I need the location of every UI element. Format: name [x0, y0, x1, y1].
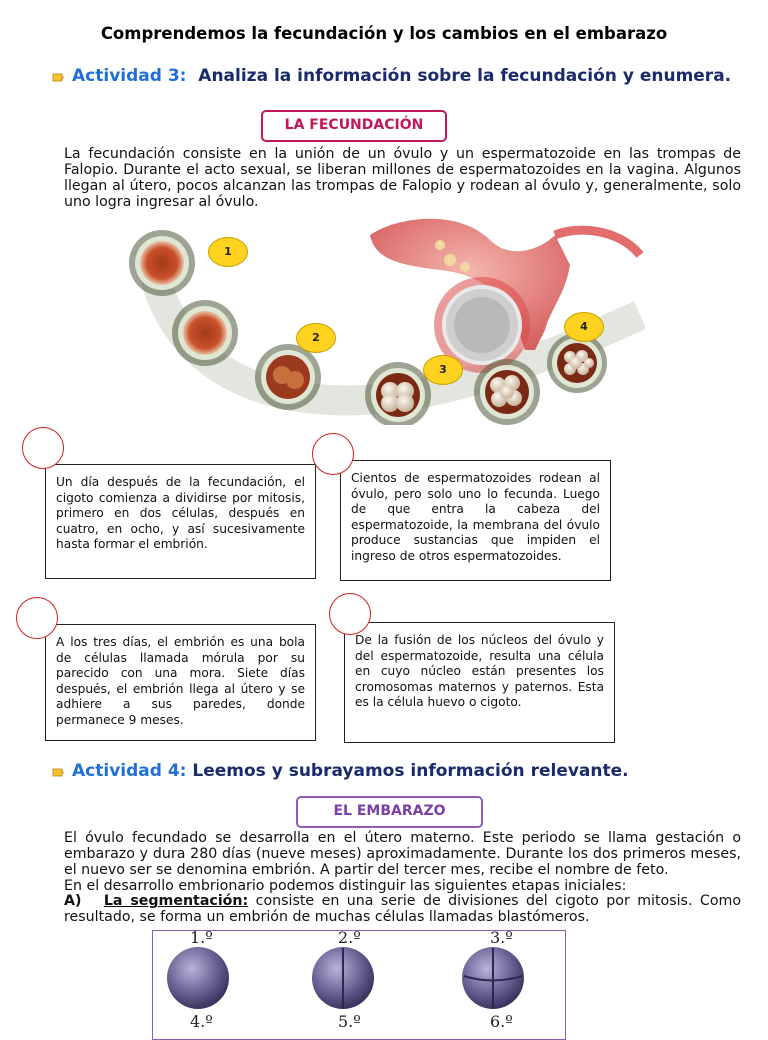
answer-circle-2[interactable] — [312, 433, 354, 475]
segment-label: 5.º — [338, 1012, 361, 1031]
segment-label: 6.º — [490, 1012, 513, 1031]
answer-circle-3[interactable] — [16, 597, 58, 639]
segmentacion-item — [64, 893, 741, 925]
sphere-four-cells — [462, 947, 524, 1009]
egg-stage-6 — [547, 333, 607, 393]
segment-label: 1.º — [190, 928, 213, 947]
page-title: Comprendemos la fecundación y los cambios en el embarazo — [100, 24, 668, 43]
egg-stage-4 — [365, 362, 431, 425]
info-box-zygote: De la fusión de los núcleos del óvulo y del espermatozoide, resulta una célula en cuyo núcleo están presentes los cromosomas maternos y paternos. Esta es la célula huevo o cigoto. — [344, 622, 615, 743]
fertilization-diagram — [100, 215, 645, 425]
pencil-bullet-icon — [52, 72, 64, 83]
activity-3-label: Actividad 3: — [72, 66, 187, 86]
embarazo-tag: EL EMBARAZO — [296, 796, 483, 828]
fecundacion-paragraph: La fecundación consiste en la unión de un óvulo y un espermatozoide en las trompas de Falopio. Durante el acto sexual, se liberan millones de espermatozoides en la vagina. Algunos llegan al útero, pocos alcanzan las trompas de Falopio y rodean al óvulo y, generalmente, solo uno logra ingresar al óvulo. — [64, 146, 741, 210]
diagram-number-badge: 3 — [423, 355, 463, 385]
embarazo-paragraph — [64, 830, 741, 894]
activity-4-label: Actividad 4: — [72, 761, 187, 781]
answer-circle-1[interactable] — [22, 427, 64, 469]
activity-3-text: Analiza la información sobre la fecundación y enumera. — [198, 66, 732, 86]
segmentacion-letter: A) — [64, 893, 82, 909]
segment-label: 3.º — [490, 928, 513, 947]
sphere-two-cells — [312, 947, 374, 1009]
segmentation-spheres — [152, 945, 566, 1010]
pencil-bullet-icon — [52, 767, 64, 778]
segmentacion-text: consiste en una serie de divisiones del cigoto por mitosis. Como resultado, se forma un embrión de muchas células llamadas blastómeros. — [64, 893, 741, 925]
segment-label: 4.º — [190, 1012, 213, 1031]
sphere-one-cell — [167, 947, 229, 1009]
fecundacion-tag: LA FECUNDACIÓN — [261, 110, 447, 142]
segment-label: 2.º — [338, 928, 361, 947]
activity-3-heading — [52, 66, 742, 87]
egg-stage-2 — [172, 300, 238, 366]
answer-circle-4[interactable] — [329, 593, 371, 635]
egg-stage-1 — [129, 230, 195, 296]
egg-stage-3 — [255, 344, 321, 410]
segmentacion-term: La segmentación: — [103, 893, 249, 909]
activity-4-heading — [52, 761, 742, 782]
info-box-sperm-entry: Cientos de espermatozoides rodean al óvulo, pero solo uno lo fecunda. Luego de que entra la cabeza del espermatozoide, la membrana del óvulo produce sustancias que impiden el ingreso de otros espermatozoides. — [340, 460, 611, 581]
diagram-number-badge: 1 — [208, 237, 248, 267]
embarazo-line-1: El óvulo fecundado se desarrolla en el útero materno. Este periodo se llama gestación o embarazo y dura 280 días (nueve meses) aproximadamente. Durante los dos primeros meses, el nuevo ser se denomina embrión. A partir del tercer mes, recibe el nombre de feto. — [64, 830, 741, 878]
info-box-morula: A los tres días, el embrión es una bola de células llamada mórula por su parecido con una mora. Siete días después, el embrión llega al útero y se adhiere a sus paredes, donde permanece 9 meses. — [45, 624, 316, 741]
embarazo-line-2: En el desarrollo embrionario podemos distinguir las siguientes etapas iniciales: — [64, 878, 627, 894]
egg-stage-5 — [474, 359, 540, 425]
info-box-segmentation: Un día después de la fecundación, el cigoto comienza a dividirse por mitosis, primero en dos células, después en cuatro, en ocho, y así sucesivamente hasta formar el embrión. — [45, 464, 316, 579]
diagram-number-badge: 2 — [296, 323, 336, 353]
activity-4-text: Leemos y subrayamos información relevante. — [192, 761, 629, 781]
diagram-number-badge: 4 — [564, 312, 604, 342]
